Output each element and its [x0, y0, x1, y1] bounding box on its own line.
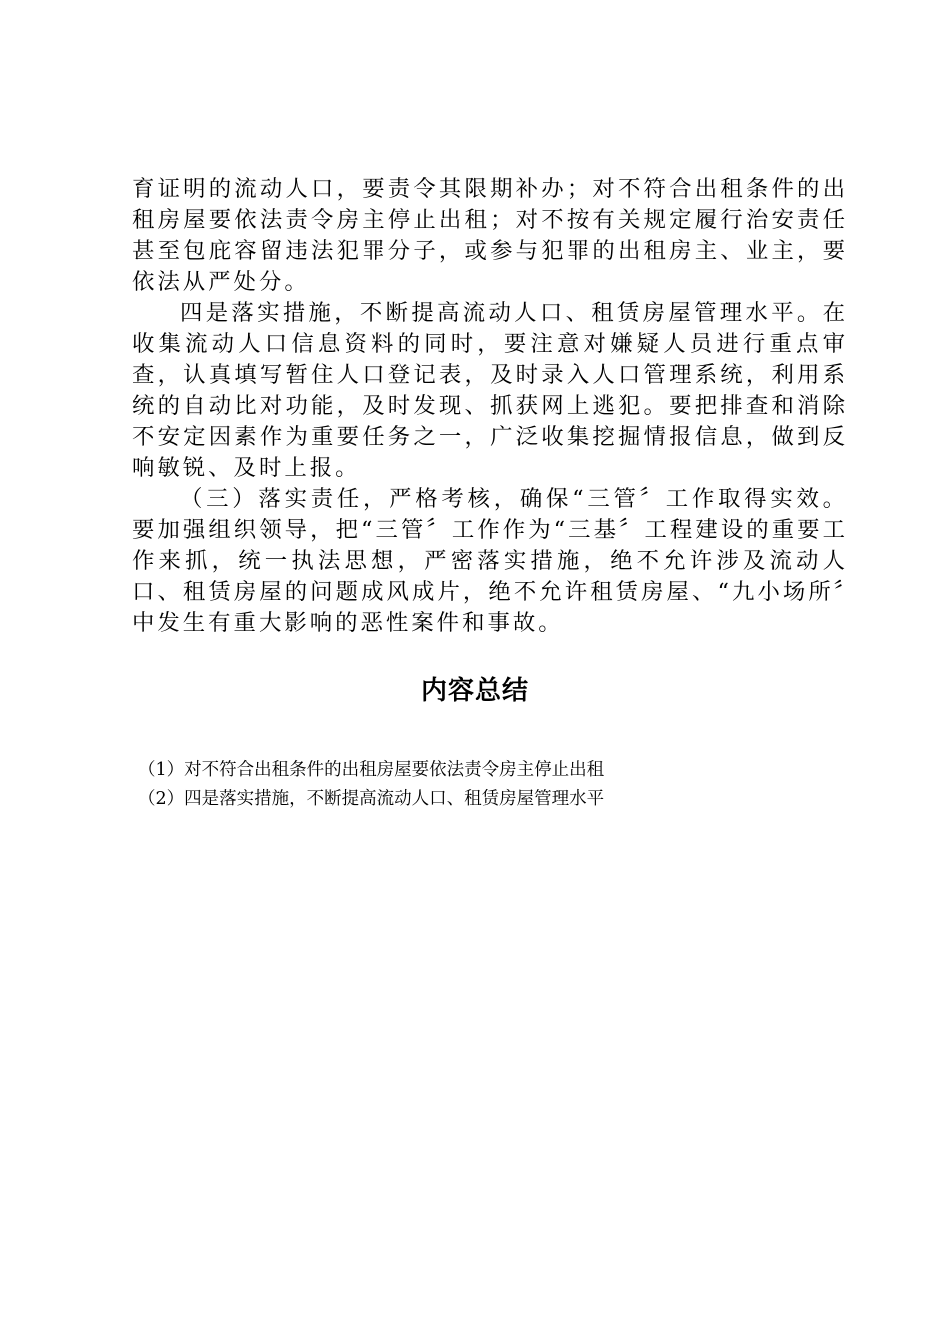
- document-body: [132, 174, 848, 639]
- paragraph-measures: 四是落实措施，不断提高流动人口、租赁房屋管理水平。在收集流动人口信息资料的同时，要注意对嫌疑人员进行重点审查，认真填写暂住人口登记表，及时录入人口管理系统，利用系统的自动比对功能，及时发现、抓获网上逃犯。要把排查和消除不安定因素作为重要任务之一，广泛收集挖掘情报信息，做到反响敏锐、及时上报。: [132, 300, 848, 481]
- summary-item: （2）四是落实措施，不断提高流动人口、租赁房屋管理水平: [138, 789, 605, 809]
- summary-title: 内容总结: [420, 676, 529, 706]
- paragraph-responsibility: （三）落实责任，严格考核，确保“三管〞工作取得实效。要加强组织领导，把“三管〞工作作为“三基〞工程建设的重要工作来抓，统一执法思想，严密落实措施，绝不允许涉及流动人口、租赁房屋的问题成风成片，绝不允许租赁房屋、“九小场所〞中发生有重大影响的恶性案件和事故。: [132, 486, 848, 636]
- summary-list: [138, 756, 838, 814]
- summary-item: （1）对不符合出租条件的出租房屋要依法责令房主停止出租: [138, 760, 605, 780]
- paragraph-continuation: 育证明的流动人口，要责令其限期补办；对不符合出租条件的出租房屋要依法责令房主停止出租；对不按有关规定履行治安责任甚至包庇容留违法犯罪分子，或参与犯罪的出租房主、业主，要依法从严处分。: [132, 176, 848, 295]
